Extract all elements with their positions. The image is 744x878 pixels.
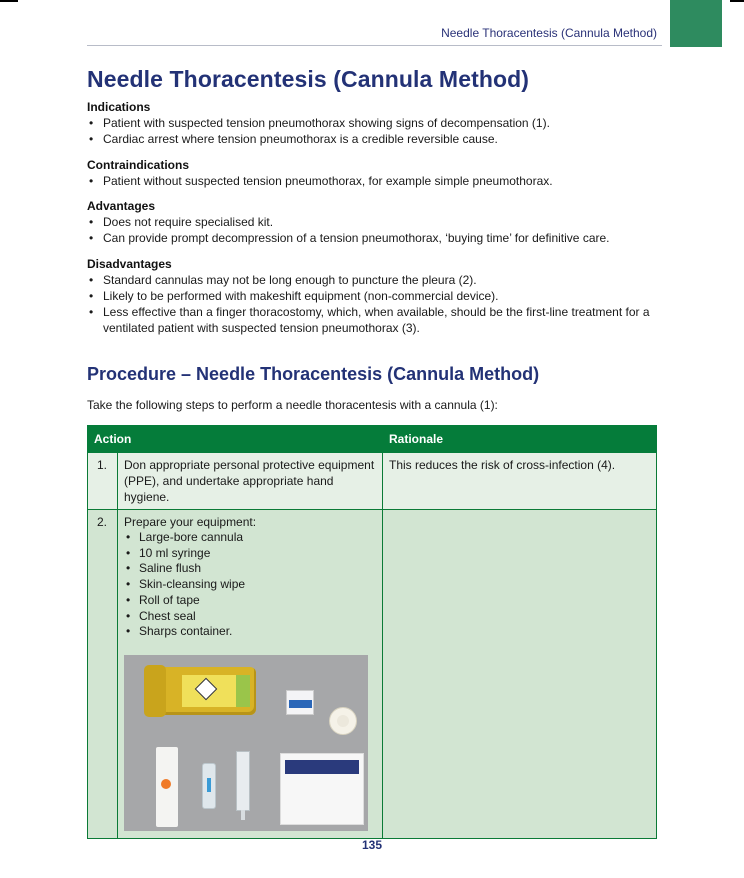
cannula-image [156, 747, 178, 827]
list-item: • Likely to be performed with makeshift equipment (non-commercial device). [87, 288, 667, 304]
equipment-item: • 10 ml syringe [124, 546, 376, 562]
indications-section [87, 100, 667, 147]
chapter-thumb-tab [670, 0, 722, 47]
list-item: • Does not require specialised kit. [87, 214, 667, 230]
saline-flush-image [202, 763, 216, 809]
list-item: • Standard cannulas may not be long enough to puncture the pleura (2). [87, 272, 667, 288]
list-item: • Cardiac arrest where tension pneumothorax is a credible reversible cause. [87, 131, 667, 147]
tape-roll-image [329, 707, 357, 735]
equipment-item: • Skin-cleansing wipe [124, 577, 376, 593]
table-row [88, 453, 657, 510]
procedure-title: Procedure – Needle Thoracentesis (Cannula Method) [87, 364, 540, 384]
equipment-list [124, 530, 376, 640]
chest-seal-image [280, 753, 364, 825]
syringe-image [236, 751, 250, 811]
column-header-rationale: Rationale [383, 426, 657, 453]
equipment-item: • Chest seal [124, 609, 376, 625]
step-number: 2. [88, 510, 118, 839]
sharps-container-image [144, 667, 256, 715]
crop-mark-right [730, 0, 744, 2]
wipe-band [289, 700, 312, 708]
page-title: Needle Thoracentesis (Cannula Method) [87, 66, 530, 92]
equipment-item: • Large-bore cannula [124, 530, 376, 546]
step-action-cell [118, 510, 383, 839]
table-header-row [88, 426, 657, 453]
advantages-section [87, 199, 667, 246]
equipment-item: • Sharps container. [124, 624, 376, 640]
list-item: • Patient without suspected tension pneumothorax, for example simple pneumothorax. [87, 173, 667, 189]
flush-label [207, 778, 211, 792]
running-head: Needle Thoracentesis (Cannula Method) [441, 26, 657, 40]
column-header-action: Action [88, 426, 383, 453]
step-rationale: This reduces the risk of cross-infection (4). [383, 453, 657, 510]
indications-list [87, 115, 667, 147]
list-item: • Patient with suspected tension pneumothorax showing signs of decompensation (1). [87, 115, 667, 131]
header-rule [87, 45, 662, 46]
equipment-item: • Roll of tape [124, 593, 376, 609]
step-action: Prepare your equipment: [124, 515, 257, 529]
chest-seal-band [285, 760, 359, 774]
advantages-list [87, 214, 667, 246]
contraindications-section [87, 158, 667, 189]
skin-wipe-image [286, 690, 314, 715]
list-item: • Less effective than a finger thoracostomy, which, when available, should be the first-line treatment for a ventilated patient with suspected tension pneumothorax (3). [87, 304, 667, 336]
procedure-intro: Take the following steps to perform a needle thoracentesis with a cannula (1): [87, 398, 498, 412]
list-item: • Can provide prompt decompression of a tension pneumothorax, ‘buying time’ for definitive care. [87, 230, 667, 246]
sharps-container-sticker [236, 675, 250, 707]
advantages-heading: Advantages [87, 199, 156, 213]
cannula-hub [161, 779, 171, 789]
crop-mark-left [0, 0, 18, 2]
contraindications-list [87, 173, 667, 189]
step-number: 1. [88, 453, 118, 510]
disadvantages-list [87, 272, 667, 336]
step-rationale [383, 510, 657, 839]
syringe-tip [241, 810, 245, 820]
procedure-table [87, 425, 657, 839]
table-row [88, 510, 657, 839]
equipment-photo [124, 655, 368, 831]
contraindications-heading: Contraindications [87, 158, 190, 172]
sharps-container-cap [144, 665, 166, 717]
page-number: 135 [361, 838, 383, 852]
equipment-item: • Saline flush [124, 561, 376, 577]
disadvantages-section [87, 257, 667, 336]
step-action: Don appropriate personal protective equipment (PPE), and undertake appropriate hand hygiene. [118, 453, 383, 510]
disadvantages-heading: Disadvantages [87, 257, 172, 271]
indications-heading: Indications [87, 100, 151, 114]
